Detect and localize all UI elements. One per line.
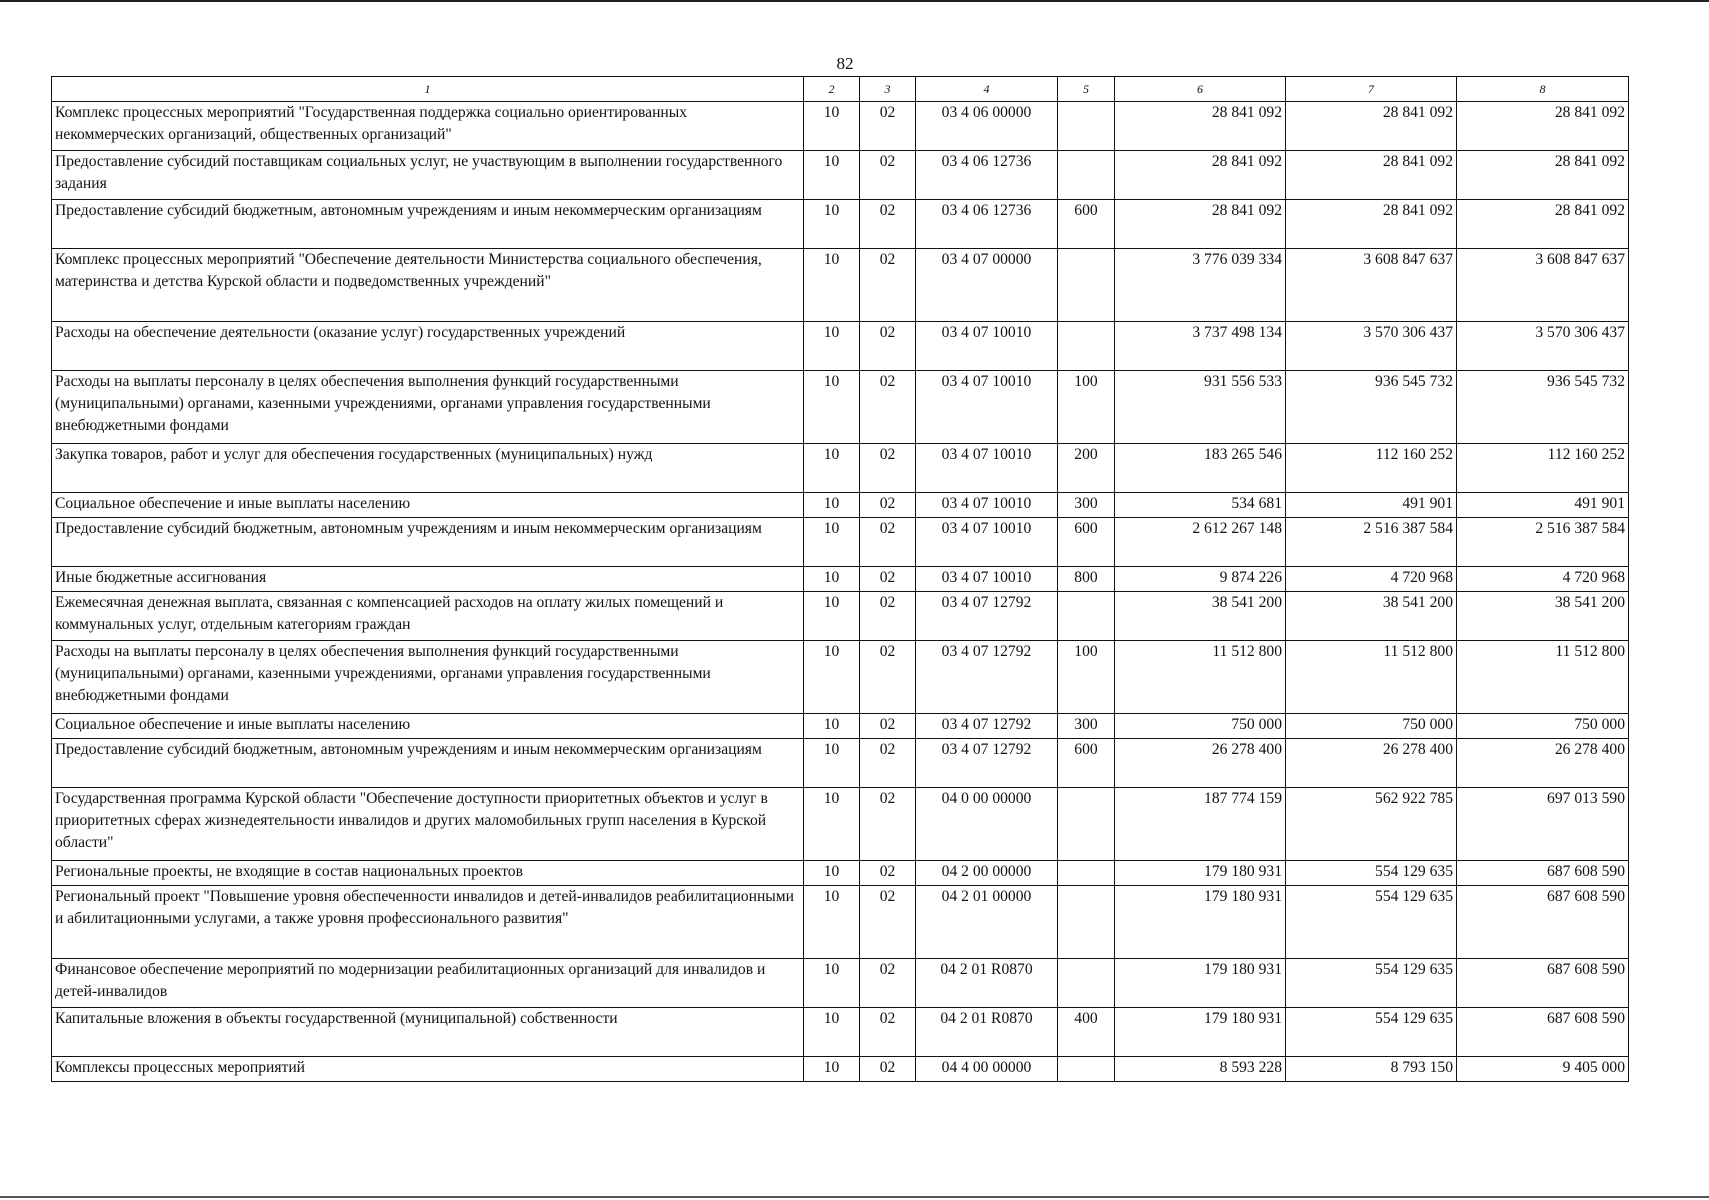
cell-section: 10: [804, 249, 860, 322]
cell-subsection: 02: [860, 200, 916, 249]
cell-expense-type: [1058, 959, 1115, 1008]
cell-amount-year-2: 11 512 800: [1286, 641, 1457, 714]
cell-amount-year-3: 4 720 968: [1457, 567, 1629, 592]
cell-subsection: 02: [860, 151, 916, 200]
cell-expense-type: 100: [1058, 641, 1115, 714]
cell-amount-year-1: 8 593 228: [1115, 1057, 1286, 1082]
table-row: [52, 886, 1629, 959]
cell-amount-year-3: 28 841 092: [1457, 151, 1629, 200]
table-row: [52, 371, 1629, 444]
cell-target-article: 03 4 06 12736: [916, 151, 1058, 200]
cell-subsection: 02: [860, 592, 916, 641]
cell-amount-year-2: 4 720 968: [1286, 567, 1457, 592]
cell-amount-year-3: 11 512 800: [1457, 641, 1629, 714]
cell-subsection: 02: [860, 567, 916, 592]
cell-section: 10: [804, 444, 860, 493]
cell-description: Государственная программа Курской области "Обеспечение доступности приоритетных объектов и услуг в приоритетных сферах жизнедеятельности инвалидов и других маломобильных групп населения в Курской области": [52, 788, 804, 861]
cell-expense-type: [1058, 151, 1115, 200]
cell-expense-type: 400: [1058, 1008, 1115, 1057]
cell-amount-year-2: 562 922 785: [1286, 788, 1457, 861]
cell-target-article: 03 4 07 10010: [916, 371, 1058, 444]
cell-section: 10: [804, 714, 860, 739]
cell-expense-type: 600: [1058, 518, 1115, 567]
cell-description: Комплексы процессных мероприятий: [52, 1057, 804, 1082]
cell-amount-year-2: 936 545 732: [1286, 371, 1457, 444]
cell-amount-year-3: 697 013 590: [1457, 788, 1629, 861]
cell-target-article: 04 2 00 00000: [916, 861, 1058, 886]
cell-subsection: 02: [860, 444, 916, 493]
column-header: 1: [52, 77, 804, 102]
cell-amount-year-1: 931 556 533: [1115, 371, 1286, 444]
cell-section: 10: [804, 1008, 860, 1057]
cell-expense-type: 300: [1058, 493, 1115, 518]
cell-amount-year-1: 28 841 092: [1115, 200, 1286, 249]
cell-amount-year-2: 554 129 635: [1286, 861, 1457, 886]
cell-amount-year-2: 26 278 400: [1286, 739, 1457, 788]
table-row: [52, 200, 1629, 249]
scan-top-edge: [0, 0, 1709, 2]
cell-description: Финансовое обеспечение мероприятий по модернизации реабилитационных организаций для инвалидов и детей-инвалидов: [52, 959, 804, 1008]
cell-description: Предоставление субсидий бюджетным, автономным учреждениям и иным некоммерческим организациям: [52, 739, 804, 788]
cell-amount-year-3: 2 516 387 584: [1457, 518, 1629, 567]
cell-description: Капитальные вложения в объекты государственной (муниципальной) собственности: [52, 1008, 804, 1057]
cell-amount-year-1: 750 000: [1115, 714, 1286, 739]
cell-subsection: 02: [860, 886, 916, 959]
cell-subsection: 02: [860, 1008, 916, 1057]
cell-amount-year-1: 179 180 931: [1115, 959, 1286, 1008]
cell-amount-year-1: 179 180 931: [1115, 861, 1286, 886]
cell-amount-year-3: 936 545 732: [1457, 371, 1629, 444]
cell-amount-year-1: 179 180 931: [1115, 1008, 1286, 1057]
cell-amount-year-3: 750 000: [1457, 714, 1629, 739]
cell-amount-year-1: 26 278 400: [1115, 739, 1286, 788]
cell-amount-year-3: 26 278 400: [1457, 739, 1629, 788]
table-row: [52, 592, 1629, 641]
cell-amount-year-3: 3 570 306 437: [1457, 322, 1629, 371]
cell-target-article: 04 2 01 00000: [916, 886, 1058, 959]
cell-amount-year-2: 2 516 387 584: [1286, 518, 1457, 567]
column-header: 7: [1286, 77, 1457, 102]
cell-expense-type: 100: [1058, 371, 1115, 444]
cell-target-article: 03 4 07 10010: [916, 322, 1058, 371]
column-header: 5: [1058, 77, 1115, 102]
cell-amount-year-1: 38 541 200: [1115, 592, 1286, 641]
table-row: [52, 1008, 1629, 1057]
cell-amount-year-3: 112 160 252: [1457, 444, 1629, 493]
cell-amount-year-2: 554 129 635: [1286, 886, 1457, 959]
cell-target-article: 04 2 01 R0870: [916, 1008, 1058, 1057]
table-row: [52, 322, 1629, 371]
column-header: 4: [916, 77, 1058, 102]
cell-section: 10: [804, 788, 860, 861]
cell-target-article: 04 4 00 00000: [916, 1057, 1058, 1082]
column-header: 6: [1115, 77, 1286, 102]
cell-section: 10: [804, 641, 860, 714]
cell-target-article: 03 4 07 12792: [916, 739, 1058, 788]
cell-subsection: 02: [860, 1057, 916, 1082]
cell-subsection: 02: [860, 641, 916, 714]
cell-expense-type: [1058, 788, 1115, 861]
cell-target-article: 03 4 07 00000: [916, 249, 1058, 322]
cell-subsection: 02: [860, 518, 916, 567]
cell-section: 10: [804, 739, 860, 788]
cell-description: Иные бюджетные ассигнования: [52, 567, 804, 592]
cell-amount-year-1: 187 774 159: [1115, 788, 1286, 861]
cell-description: Комплекс процессных мероприятий "Государственная поддержка социально ориентированных некоммерческих организаций, общественных организаций": [52, 102, 804, 151]
column-header: 3: [860, 77, 916, 102]
cell-section: 10: [804, 200, 860, 249]
cell-description: Предоставление субсидий бюджетным, автономным учреждениям и иным некоммерческим организациям: [52, 200, 804, 249]
column-header: 8: [1457, 77, 1629, 102]
cell-subsection: 02: [860, 493, 916, 518]
cell-expense-type: 600: [1058, 739, 1115, 788]
cell-amount-year-1: 179 180 931: [1115, 886, 1286, 959]
table-row: [52, 1057, 1629, 1082]
cell-target-article: 03 4 07 12792: [916, 641, 1058, 714]
cell-expense-type: [1058, 322, 1115, 371]
cell-target-article: 04 0 00 00000: [916, 788, 1058, 861]
cell-amount-year-2: 491 901: [1286, 493, 1457, 518]
cell-amount-year-1: 183 265 546: [1115, 444, 1286, 493]
cell-description: Предоставление субсидий поставщикам социальных услуг, не участвующим в выполнении государственного задания: [52, 151, 804, 200]
cell-amount-year-3: 28 841 092: [1457, 200, 1629, 249]
column-number-row: [52, 77, 1629, 102]
cell-amount-year-2: 112 160 252: [1286, 444, 1457, 493]
table-row: [52, 788, 1629, 861]
cell-target-article: 03 4 07 10010: [916, 444, 1058, 493]
table-row: [52, 493, 1629, 518]
cell-section: 10: [804, 322, 860, 371]
cell-subsection: 02: [860, 371, 916, 444]
cell-section: 10: [804, 102, 860, 151]
cell-amount-year-2: 554 129 635: [1286, 959, 1457, 1008]
table-row: [52, 959, 1629, 1008]
table-row: [52, 641, 1629, 714]
cell-amount-year-2: 28 841 092: [1286, 151, 1457, 200]
cell-amount-year-1: 28 841 092: [1115, 102, 1286, 151]
cell-amount-year-1: 9 874 226: [1115, 567, 1286, 592]
cell-description: Ежемесячная денежная выплата, связанная с компенсацией расходов на оплату жилых помещений и коммунальных услуг, отдельным категориям граждан: [52, 592, 804, 641]
cell-section: 10: [804, 592, 860, 641]
table-row: [52, 518, 1629, 567]
cell-amount-year-2: 3 608 847 637: [1286, 249, 1457, 322]
table-row: [52, 567, 1629, 592]
cell-section: 10: [804, 1057, 860, 1082]
cell-description: Расходы на выплаты персоналу в целях обеспечения выполнения функций государственными (муниципальными) органами, казенными учреждениями, органами управления государственными внебюджетными фондами: [52, 641, 804, 714]
cell-subsection: 02: [860, 788, 916, 861]
page-number: 82: [836, 54, 854, 73]
cell-target-article: 03 4 06 00000: [916, 102, 1058, 151]
cell-amount-year-3: 687 608 590: [1457, 861, 1629, 886]
budget-table: [51, 76, 1629, 1082]
table-row: [52, 151, 1629, 200]
table-row: [52, 102, 1629, 151]
table-row: [52, 861, 1629, 886]
cell-subsection: 02: [860, 249, 916, 322]
cell-expense-type: [1058, 102, 1115, 151]
cell-description: Закупка товаров, работ и услуг для обеспечения государственных (муниципальных) нужд: [52, 444, 804, 493]
cell-amount-year-3: 687 608 590: [1457, 1008, 1629, 1057]
cell-expense-type: [1058, 1057, 1115, 1082]
cell-amount-year-3: 3 608 847 637: [1457, 249, 1629, 322]
cell-subsection: 02: [860, 322, 916, 371]
cell-section: 10: [804, 371, 860, 444]
cell-amount-year-3: 491 901: [1457, 493, 1629, 518]
cell-amount-year-1: 3 737 498 134: [1115, 322, 1286, 371]
cell-description: Региональный проект "Повышение уровня обеспеченности инвалидов и детей-инвалидов реабилитационными и абилитационными услугами, а также уровня профессионального развития": [52, 886, 804, 959]
cell-subsection: 02: [860, 739, 916, 788]
cell-section: 10: [804, 959, 860, 1008]
cell-section: 10: [804, 567, 860, 592]
cell-amount-year-3: 687 608 590: [1457, 959, 1629, 1008]
cell-amount-year-2: 750 000: [1286, 714, 1457, 739]
cell-expense-type: [1058, 861, 1115, 886]
cell-amount-year-1: 28 841 092: [1115, 151, 1286, 200]
cell-section: 10: [804, 861, 860, 886]
cell-amount-year-2: 38 541 200: [1286, 592, 1457, 641]
cell-expense-type: 200: [1058, 444, 1115, 493]
cell-description: Расходы на выплаты персоналу в целях обеспечения выполнения функций государственными (муниципальными) органами, казенными учреждениями, органами управления государственными внебюджетными фондами: [52, 371, 804, 444]
cell-subsection: 02: [860, 861, 916, 886]
cell-expense-type: [1058, 249, 1115, 322]
cell-section: 10: [804, 493, 860, 518]
cell-target-article: 03 4 07 10010: [916, 518, 1058, 567]
cell-target-article: 03 4 07 10010: [916, 493, 1058, 518]
cell-description: Комплекс процессных мероприятий "Обеспечение деятельности Министерства социального обеспечения, материнства и детства Курской области и подведомственных учреждений": [52, 249, 804, 322]
column-header: 2: [804, 77, 860, 102]
cell-amount-year-2: 28 841 092: [1286, 200, 1457, 249]
cell-expense-type: [1058, 592, 1115, 641]
cell-amount-year-3: 687 608 590: [1457, 886, 1629, 959]
cell-description: Социальное обеспечение и иные выплаты населению: [52, 493, 804, 518]
cell-target-article: 03 4 07 10010: [916, 567, 1058, 592]
cell-amount-year-3: 9 405 000: [1457, 1057, 1629, 1082]
cell-amount-year-3: 28 841 092: [1457, 102, 1629, 151]
cell-section: 10: [804, 518, 860, 567]
cell-target-article: 03 4 07 12792: [916, 714, 1058, 739]
cell-expense-type: 600: [1058, 200, 1115, 249]
cell-expense-type: [1058, 886, 1115, 959]
table-row: [52, 444, 1629, 493]
cell-expense-type: 300: [1058, 714, 1115, 739]
table-body: [52, 102, 1629, 1082]
cell-target-article: 04 2 01 R0870: [916, 959, 1058, 1008]
cell-section: 10: [804, 151, 860, 200]
cell-amount-year-2: 3 570 306 437: [1286, 322, 1457, 371]
cell-section: 10: [804, 886, 860, 959]
cell-amount-year-1: 534 681: [1115, 493, 1286, 518]
cell-expense-type: 800: [1058, 567, 1115, 592]
cell-amount-year-2: 28 841 092: [1286, 102, 1457, 151]
cell-target-article: 03 4 07 12792: [916, 592, 1058, 641]
cell-amount-year-1: 11 512 800: [1115, 641, 1286, 714]
cell-subsection: 02: [860, 102, 916, 151]
table-row: [52, 249, 1629, 322]
cell-amount-year-2: 554 129 635: [1286, 1008, 1457, 1057]
table-row: [52, 714, 1629, 739]
cell-target-article: 03 4 06 12736: [916, 200, 1058, 249]
cell-amount-year-3: 38 541 200: [1457, 592, 1629, 641]
cell-subsection: 02: [860, 959, 916, 1008]
cell-description: Предоставление субсидий бюджетным, автономным учреждениям и иным некоммерческим организациям: [52, 518, 804, 567]
scan-bottom-edge: [0, 1196, 1709, 1198]
cell-description: Социальное обеспечение и иные выплаты населению: [52, 714, 804, 739]
cell-amount-year-1: 3 776 039 334: [1115, 249, 1286, 322]
cell-description: Региональные проекты, не входящие в состав национальных проектов: [52, 861, 804, 886]
cell-description: Расходы на обеспечение деятельности (оказание услуг) государственных учреждений: [52, 322, 804, 371]
cell-amount-year-1: 2 612 267 148: [1115, 518, 1286, 567]
cell-amount-year-2: 8 793 150: [1286, 1057, 1457, 1082]
table-row: [52, 739, 1629, 788]
cell-subsection: 02: [860, 714, 916, 739]
